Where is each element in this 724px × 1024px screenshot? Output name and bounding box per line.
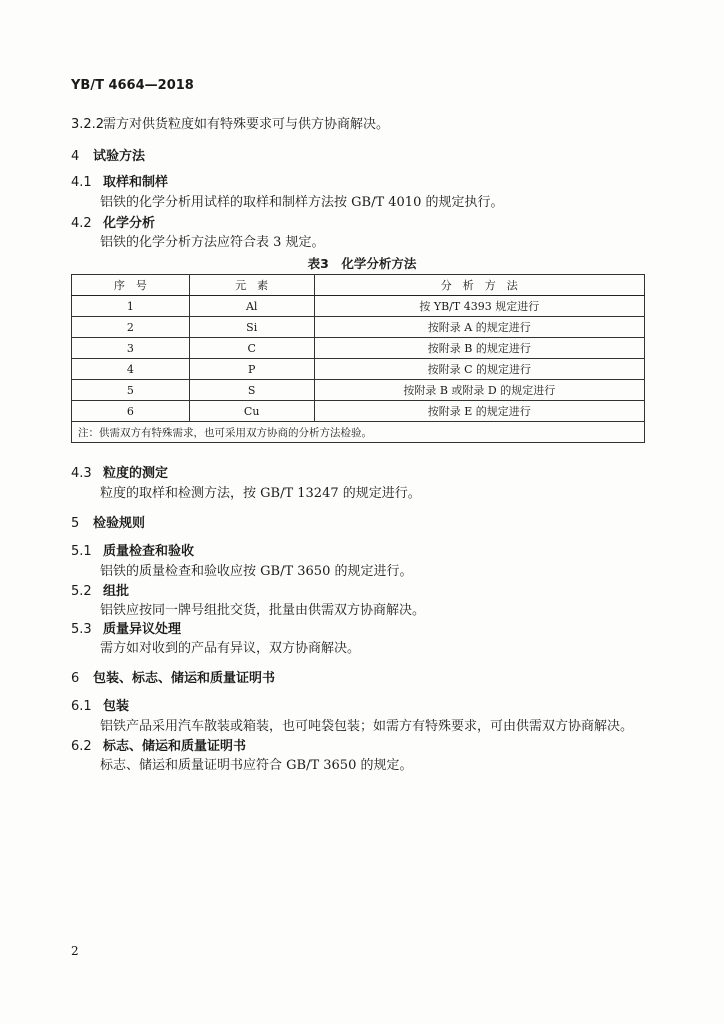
cell-method: 按附录 A 的规定进行 xyxy=(314,317,644,338)
clause-5-1-text: 铝铁的质量检查和验收应按 GB/T 3650 的规定进行。 xyxy=(100,564,413,579)
clause-4-1-heading xyxy=(71,171,168,190)
clause-5-3-heading xyxy=(71,618,181,637)
table-note-row xyxy=(72,422,645,443)
section-number: 6 xyxy=(71,671,80,686)
cell-method: 按附录 C 的规定进行 xyxy=(314,359,644,380)
table-row xyxy=(72,317,645,338)
clause-title: 组批 xyxy=(103,584,130,599)
clause-title: 质量检查和验收 xyxy=(103,544,195,559)
cell-element: Al xyxy=(189,296,314,317)
clause-5-2-heading xyxy=(71,580,129,599)
cell-element: S xyxy=(189,380,314,401)
section-number: 4 xyxy=(71,149,80,164)
clause-number: 4.3 xyxy=(71,466,92,481)
cell-element: C xyxy=(189,338,314,359)
table-row xyxy=(72,401,645,422)
table-3-chemical-analysis-methods xyxy=(71,274,645,443)
table-row xyxy=(72,296,645,317)
clause-number: 4.2 xyxy=(71,216,92,231)
cell-element: Cu xyxy=(189,401,314,422)
page-number: 2 xyxy=(71,944,79,958)
cell-serial: 4 xyxy=(72,359,190,380)
cell-method: 按附录 B 或附录 D 的规定进行 xyxy=(314,380,644,401)
clause-number: 5.1 xyxy=(71,544,92,559)
cell-element: P xyxy=(189,359,314,380)
clause-title: 标志、储运和质量证明书 xyxy=(103,739,247,754)
clause-5-3-text: 需方如对收到的产品有异议，双方协商解决。 xyxy=(100,641,361,656)
section-number: 5 xyxy=(71,516,80,531)
clause-title: 粒度的测定 xyxy=(103,466,169,481)
clause-text: 需方对供货粒度如有特殊要求可与供方协商解决。 xyxy=(103,117,390,132)
cell-serial: 3 xyxy=(72,338,190,359)
table-row xyxy=(72,359,645,380)
clause-4-3-heading xyxy=(71,462,168,481)
clause-6-1-heading xyxy=(71,695,129,714)
cell-method: 按附录 B 的规定进行 xyxy=(314,338,644,359)
clause-number: 6.2 xyxy=(71,739,92,754)
clause-title: 取样和制样 xyxy=(103,175,169,190)
clause-title: 包装 xyxy=(103,699,130,714)
cell-method: 按 YB/T 4393 规定进行 xyxy=(314,296,644,317)
clause-number: 4.1 xyxy=(71,175,92,190)
clause-4-3-text: 粒度的取样和检测方法，按 GB/T 13247 的规定进行。 xyxy=(100,486,421,501)
header-analysis-method: 分 析 方 法 xyxy=(314,275,644,296)
clause-number: 5.3 xyxy=(71,622,92,637)
table-header-row xyxy=(72,275,645,296)
header-element: 元 素 xyxy=(189,275,314,296)
cell-serial: 1 xyxy=(72,296,190,317)
clause-title: 化学分析 xyxy=(103,216,156,231)
clause-number: 3.2.2 xyxy=(71,117,105,132)
clause-6-2-heading xyxy=(71,735,246,754)
table-row xyxy=(72,338,645,359)
clause-3-2-2 xyxy=(71,113,389,132)
cell-element: Si xyxy=(189,317,314,338)
table-note: 注：供需双方有特殊需求，也可采用双方协商的分析方法检验。 xyxy=(72,422,645,443)
clause-4-2-text: 铝铁的化学分析方法应符合表 3 规定。 xyxy=(100,235,325,250)
clause-4-2-heading xyxy=(71,212,155,231)
section-4-heading xyxy=(71,145,145,164)
section-title: 检验规则 xyxy=(93,516,146,531)
section-title: 包装、标志、储运和质量证明书 xyxy=(93,671,276,686)
cell-serial: 5 xyxy=(72,380,190,401)
clause-5-1-heading xyxy=(71,540,194,559)
standard-code-header: YB/T 4664—2018 xyxy=(71,78,194,93)
clause-6-1-text: 铝铁产品采用汽车散装或箱装，也可吨袋包装；如需方有特殊要求，可由供需双方协商解决。 xyxy=(100,719,634,734)
clause-number: 6.1 xyxy=(71,699,92,714)
table-row xyxy=(72,380,645,401)
cell-serial: 2 xyxy=(72,317,190,338)
clause-4-1-text: 铝铁的化学分析用试样的取样和制样方法按 GB/T 4010 的规定执行。 xyxy=(100,195,504,210)
clause-6-2-text: 标志、储运和质量证明书应符合 GB/T 3650 的规定。 xyxy=(100,758,413,773)
section-5-heading xyxy=(71,512,145,531)
clause-number: 5.2 xyxy=(71,584,92,599)
clause-title: 质量异议处理 xyxy=(103,622,182,637)
header-serial-number: 序 号 xyxy=(72,275,190,296)
section-title: 试验方法 xyxy=(93,149,146,164)
table-3-caption: 表3 化学分析方法 xyxy=(307,256,417,271)
cell-serial: 6 xyxy=(72,401,190,422)
clause-5-2-text: 铝铁应按同一牌号组批交货，批量由供需双方协商解决。 xyxy=(100,603,426,618)
section-6-heading xyxy=(71,667,275,686)
cell-method: 按附录 E 的规定进行 xyxy=(314,401,644,422)
